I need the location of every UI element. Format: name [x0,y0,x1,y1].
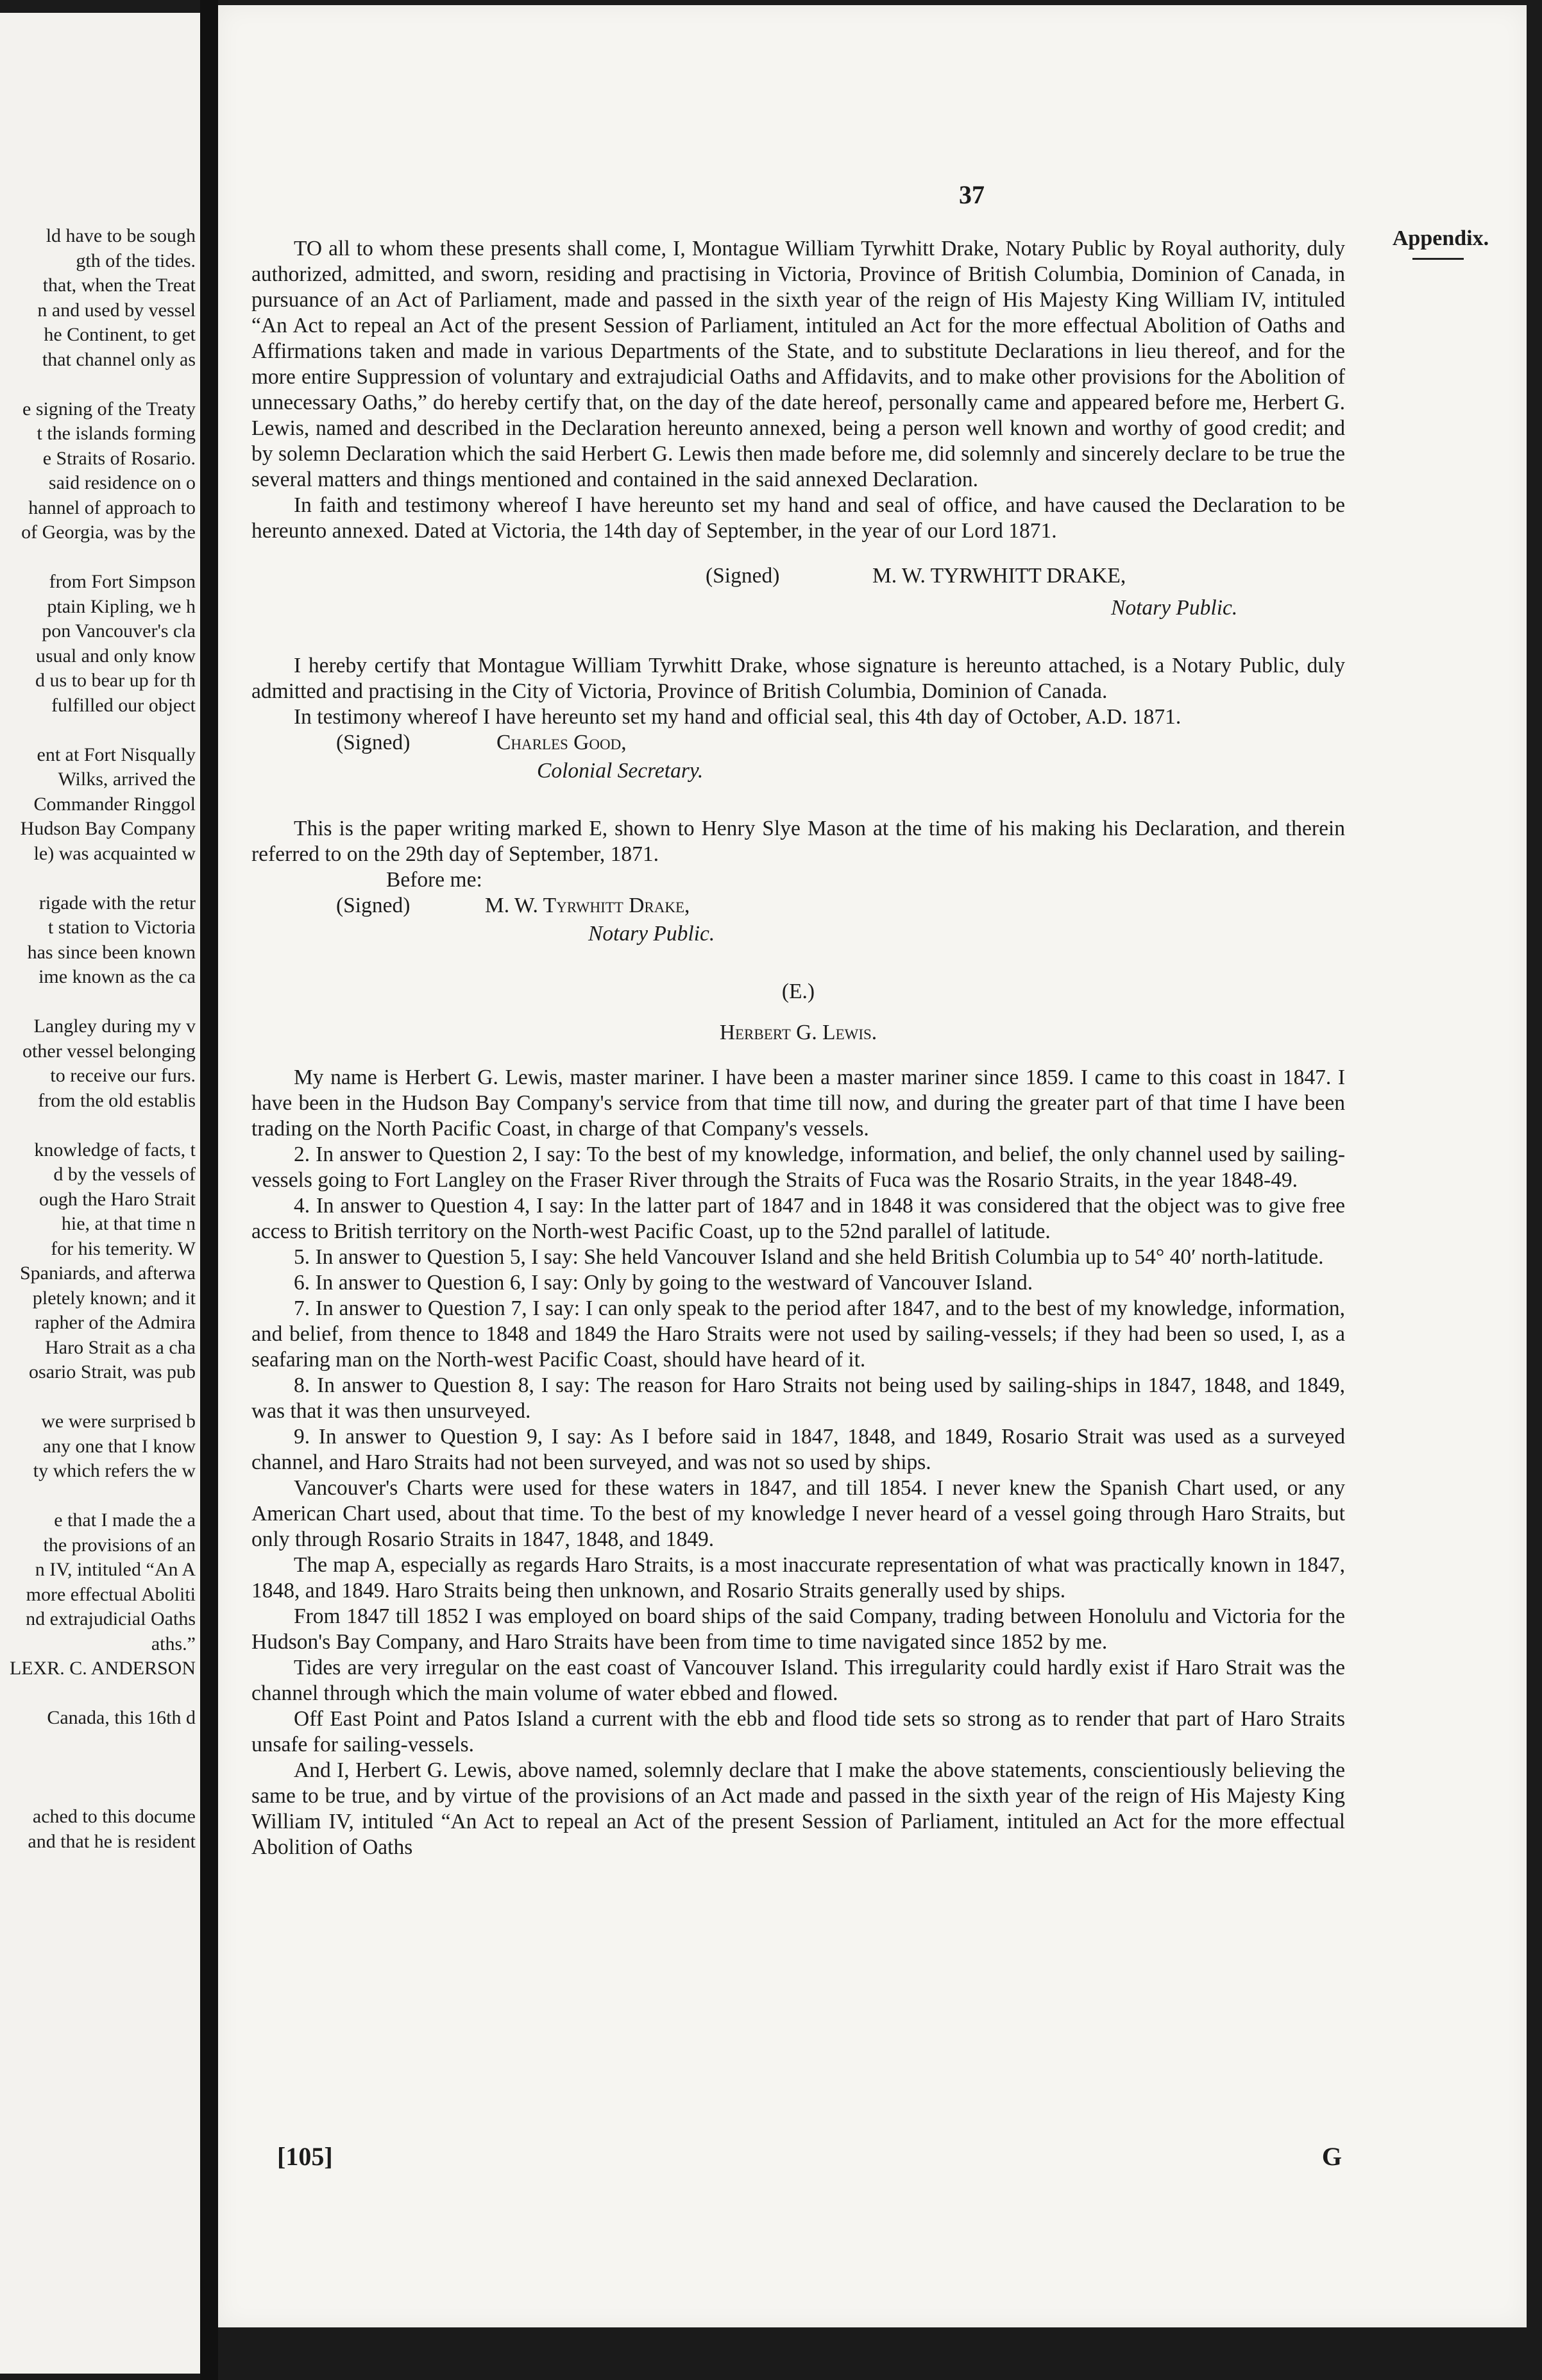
facing-page-text-fragment: ld have to be sough [46,225,196,246]
notary-signer-title: Notary Public. [1111,596,1238,620]
signature-mark: [105] [277,2142,333,2171]
facing-page-text-fragment: ty which refers the w [33,1460,196,1481]
facing-page-text-fragment: other vessel belonging [22,1040,196,1062]
facing-page-text-fragment: that, when the Treat [42,275,196,296]
secretary-signer-title: Colonial Secretary. [537,759,704,783]
facing-page-text-fragment: Canada, this 16th d [47,1707,196,1728]
facing-page-text-fragment: e signing of the Treaty [22,398,196,420]
section-heading: Herbert G. Lewis. [719,1021,877,1044]
declaration-paragraph: 5. In answer to Question 5, I say: She held Vancouver Island and she held British Columbia up to 54° 40′ north-latitude. [294,1245,1324,1269]
declaration-paragraph: 6. In answer to Question 6, I say: Only by going to the westward of Vancouver Island. [294,1271,1033,1295]
facing-page-text-fragment: d us to bear up for th [35,670,196,691]
facing-page-text-fragment: d by the vessels of [53,1164,196,1185]
paper-note-signature-block [251,893,1345,921]
section-marker: (E.) [781,980,815,1003]
facing-page-fragment [0,13,200,2374]
facing-page-text-fragment: Langley during my v [33,1016,196,1037]
facing-page-text-fragment: from Fort Simpson [49,571,196,592]
signed-label: (Signed) [336,894,411,917]
notary-signature-block [251,563,1345,595]
facing-page-text-fragment: aths.” [151,1633,196,1654]
facing-page-text-fragment: Haro Strait as a cha [45,1336,196,1358]
notary-testimony-paragraph: In faith and testimony whereof I have hereunto set my hand and seal of office, and have caused the Declaration to be hereunto annexed. Dated at Victoria, the 14th day of September, in the year of our Lord 1871. [251,493,1345,543]
facing-page-text-fragment: LEXR. C. ANDERSON [9,1658,196,1679]
appendix-margin-note: Appendix. [1392,226,1489,250]
facing-page-text-fragment: from the old establis [38,1089,196,1111]
secretary-testimony-paragraph: In testimony whereof I have hereunto set my hand and official seal, this 4th day of October, A.D. 1871. [294,705,1182,729]
facing-page-text-fragment: n and used by vessel [37,299,196,321]
page-body [251,236,1345,1860]
facing-page-text-fragment: and that he is resident [28,1830,196,1852]
facing-page-text-fragment: osario Strait, was pub [29,1361,196,1382]
declaration-paragraph: Tides are very irregular on the east coast of Vancouver Island. This irregularity could hardly exist if Haro Strait was the channel through which the main volume of water ebbed and flowed. [251,1656,1345,1705]
paper-note-paragraph: This is the paper writing marked E, shown to Henry Slye Mason at the time of his making his Declaration, and therein referred to on the 29th day of September, 1871. [251,817,1345,866]
declaration-paragraph: 7. In answer to Question 7, I say: I can only speak to the period after 1847, and to the best of my knowledge, information, and belief, from thence to 1848 and 1849 the Haro Straits were not used by sailing-vessels; if they had been so used, I, as a seafaring man on the North-west Pacific Coast, should have heard of it. [251,1296,1345,1372]
declaration-paragraph: 4. In answer to Question 4, I say: In the latter part of 1847 and in 1848 it was considered that the object was to give free access to British territory on the North-west Pacific Coast, up to the 52nd parallel of latitude. [251,1194,1345,1243]
notary-certificate-paragraph: TO all to whom these presents shall come, I, Montague William Tyrwhitt Drake, Notary Public by Royal authority, duly authorized, admitted, and sworn, residing and practising in Victoria, Province of British Columbia, Dominion of Canada, in pursuance of an Act of Parliament, made and passed in the sixth year of the reign of His Majesty King William IV, intituled “An Act to repeal an Act of the present Session of Parliament, intituled an Act for the more effectual Abolition of Oaths and Affirmations taken and made in various Departments of the State, and to substitute Declarations in lieu thereof, and for the more entire Suppression of voluntary and extrajudicial Oaths and Affidavits, and to make other provisions for the Abolition of unnecessary Oaths,” do hereby certify that, on the day of the date hereof, personally came and appeared before me, Herbert G. Lewis, named and described in the Declaration hereunto annexed, being a person well known and worthy of good credit; and by solemn Declaration which the said Herbert G. Lewis then made before me, did solemnly and sincerely declare to be true the several matters and things mentioned and contained in the said annexed Declaration. [251,237,1345,491]
declaration-paragraph: 9. In answer to Question 9, I say: As I before said in 1847, 1848, and 1849, Rosario Strait was used as a surveyed channel, and Haro Straits had not been surveyed, and was not so used by ships. [251,1425,1345,1474]
paper-note-signer-name: M. W. Tyrwhitt Drake, [485,894,690,917]
signed-label: (Signed) [336,731,411,754]
facing-page-text-fragment: ptain Kipling, we h [47,595,196,617]
book-gutter [200,0,218,2380]
facing-page-text-fragment: gth of the tides. [76,250,196,271]
facing-page-text-fragment: t the islands forming [37,423,196,444]
paper-note-signer-title: Notary Public. [588,922,715,946]
declaration-paragraph: 2. In answer to Question 2, I say: To the best of my knowledge, information, and belief, the only channel used by sailing-vessels going to Fort Langley on the Fraser River through the Straits of Fuca was the Rosario Straits, in the year 1848-49. [251,1143,1345,1192]
facing-page-text-fragment: said residence on o [48,472,196,493]
facing-page-text-fragment: for his temerity. W [51,1237,196,1259]
facing-page-text-fragment: e that I made the a [54,1509,196,1531]
facing-page-text-fragment: ent at Fort Nisqually [37,744,196,765]
declaration-paragraph: From 1847 till 1852 I was employed on board ships of the said Company, trading between Honolulu and Victoria for the Hudson's Bay Company, and Haro Straits have been from time to time navigated since 1852 by me. [251,1604,1345,1654]
facing-page-text-fragment: Wilks, arrived the [58,769,196,790]
facing-page-text-fragment: Spaniards, and afterwa [19,1262,196,1284]
declaration-paragraph: My name is Herbert G. Lewis, master mariner. I have been a master mariner since 1859. I came to this coast in 1847. I have been in the Hudson Bay Company's service from that time till now, and during the greater part of that time I have been trading on the North Pacific Coast, in charge of that Company's vessels. [251,1066,1345,1141]
facing-page-text-fragment: Hudson Bay Company [20,818,196,839]
facing-page-text-fragment: pletely known; and it [32,1287,196,1309]
declaration-paragraph: The map A, especially as regards Haro Straits, is a most inaccurate representation of what was practically known in 1847, 1848, and 1849. Haro Straits being then unknown, and Rosario Straits generally used by ships. [251,1553,1345,1602]
facing-page-text-fragment: to receive our furs. [50,1065,196,1086]
declaration-paragraph: Vancouver's Charts were used for these waters in 1847, and till 1854. I never knew the Spanish Chart used, or any American Chart used, about that time. To the best of my knowledge I never heard of a vessel going through Haro Straits, but only through Rosario Straits in 1847, 1848, and 1849. [251,1476,1345,1551]
declaration-paragraph: And I, Herbert G. Lewis, above named, solemnly declare that I make the above statements, conscientiously believing the same to be true, and by virtue of the provisions of an Act made and passed in the sixth year of the reign of His Majesty King William IV, intituled “An Act to repeal an Act of the present Session of Parliament, intituled an Act for the more effectual Abolition of Oaths [251,1758,1345,1859]
page-footer [277,2141,1342,2173]
facing-page-text-fragment: more effectual Aboliti [26,1583,196,1605]
facing-page-text-fragment: has since been known [27,941,196,963]
gathering-letter: G [1321,2142,1342,2171]
facing-page-text-fragment: rapher of the Admira [35,1312,196,1333]
facing-page-text-fragment: ough the Haro Strait [38,1188,196,1210]
secretary-signature-block [251,730,1345,758]
notary-signer-name: M. W. TYRWHITT DRAKE, [872,564,1126,588]
signed-label: (Signed) [706,564,780,588]
facing-page-text-fragment: hie, at that time n [61,1213,196,1234]
facing-page-text-fragment: t station to Victoria [47,917,196,938]
facing-page-text-fragment: le) was acquainted w [33,842,196,864]
facing-page-text-fragment: rigade with the retur [38,892,196,914]
declaration-paragraph: Off East Point and Patos Island a current with the ebb and flood tide sets so strong as to render that part of Haro Straits unsafe for sailing-vessels. [251,1707,1345,1756]
facing-page-text-fragment: Commander Ringgol [33,793,196,815]
facing-page-text-fragment: that channel only as [42,348,196,370]
facing-page-text-fragment: nd extrajudicial Oaths [26,1608,196,1629]
facing-page-text-fragment: ached to this docume [32,1806,196,1827]
facing-page-text-fragment: e Straits of Rosario. [42,447,196,469]
facing-page-text-fragment: any one that I know [42,1435,196,1457]
before-me-label: Before me: [386,868,482,892]
document-page [218,5,1527,2327]
facing-page-text-fragment: he Continent, to get [44,324,196,345]
facing-page-text-fragment: ime known as the ca [38,966,196,987]
facing-page-text-fragment: hannel of approach to [28,497,196,518]
facing-page-text-fragment: of Georgia, was by the [21,522,196,543]
facing-page-text-fragment: the provisions of an [43,1534,196,1556]
facing-page-text-fragment: n IV, intituled “An A [35,1559,196,1580]
facing-page-text-fragment: knowledge of facts, t [34,1139,196,1160]
appendix-underline [1412,258,1464,260]
secretary-signer-name: Charles Good, [496,731,627,754]
declaration-body [251,1065,1345,1860]
facing-page-text-fragment: usual and only know [35,645,196,667]
facing-page-text-fragment: fulfilled our object [51,694,196,716]
declaration-paragraph: 8. In answer to Question 8, I say: The reason for Haro Straits not being used by sailing-ships in 1847, 1848, and 1849, was that it was then unsurveyed. [251,1373,1345,1423]
secretary-certificate-paragraph: I hereby certify that Montague William Tyrwhitt Drake, whose signature is hereunto attached, is a Notary Public, duly admitted and practising in the City of Victoria, Province of British Columbia, Dominion of Canada. [251,654,1345,703]
facing-page-text-fragment: we were surprised b [41,1411,196,1432]
page-number: 37 [959,180,985,209]
facing-page-text-fragment: pon Vancouver's cla [42,620,196,642]
